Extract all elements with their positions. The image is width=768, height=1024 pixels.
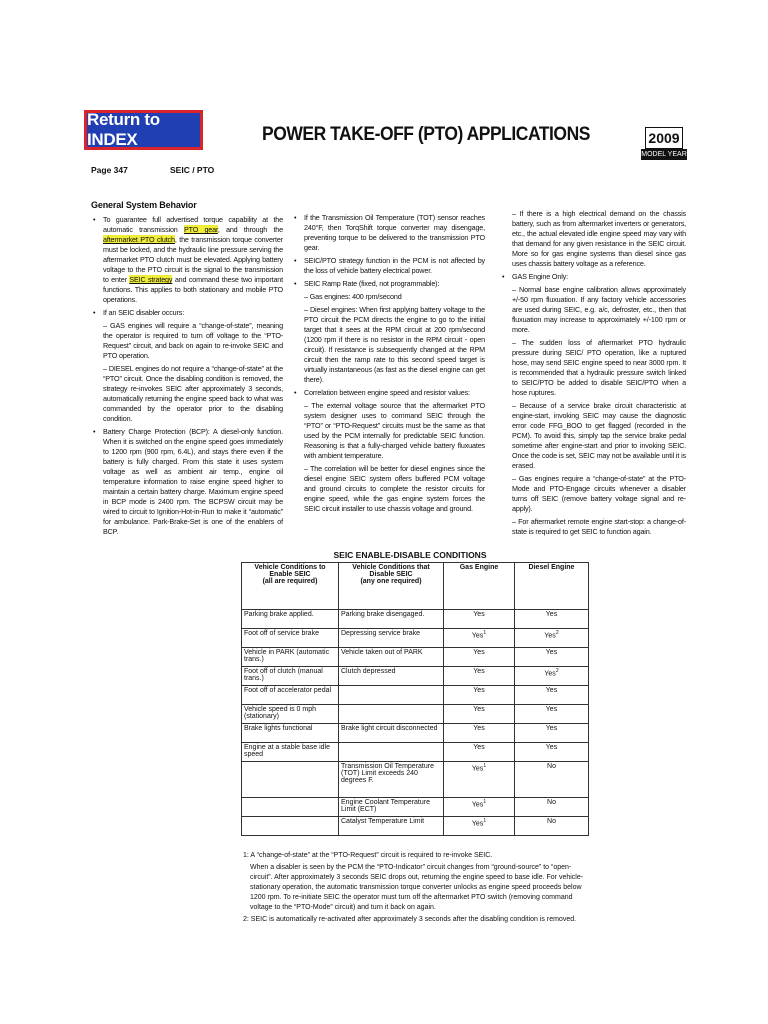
cell-gas <box>444 705 515 724</box>
cell-enable-condition: Foot off of accelerator pedal <box>242 686 339 705</box>
section-label: SEIC / PTO <box>170 165 215 175</box>
sub-paragraph: – DIESEL engines do not require a “change-of-state” at the “PTO” circuit. Once the disabling condition is removed, the strategy re-invokes SEIC after approximately 3 seconds, automatically returning the engine speed back to what was commanded by the operator prior to the disabling condition. <box>103 364 283 423</box>
header-text: Vehicle Conditions that Disable SEIC <box>352 564 430 578</box>
table-row <box>242 817 589 836</box>
cell-value: Yes <box>544 670 556 678</box>
cell-gas <box>444 817 515 836</box>
cell-gas <box>444 798 515 817</box>
header-diesel-engine: Diesel Engine <box>515 563 589 610</box>
cell-value: Yes <box>473 687 485 694</box>
return-to-index-button[interactable]: Return to INDEX <box>84 110 203 150</box>
sub-paragraph: – GAS engines will require a “change-of-state”, meaning the operator is required to turn off voltage to the “PTO-Request” circuit, and back on again to re-invoke SEIC and PTO operation. <box>103 321 283 360</box>
cell-enable-condition: Foot off of clutch (manual trans.) <box>242 667 339 686</box>
table-header-row <box>242 563 589 610</box>
footnote-1-body: When a disabler is seen by the PCM the “PTO-Indicator” circuit changes from “ground-source” to “open-circuit”. After approximately 3 seconds SEIC drops out, returning the engine speed to base idle. For vehicle-stationary operation, the automatic transmission torque converter unlocks as engine speed proceeds below 1200 rpm. To re-initiate SEIC the operator must turn off the aftermarket PTO switch (removing command voltage to the “PTO-Mode” circuit) and turn it back on again. <box>250 864 584 911</box>
page-number: Page 347 <box>91 165 128 175</box>
cell-value: Yes <box>473 744 485 751</box>
sub-paragraph: – Because of a service brake circuit characteristic at engine-start, invoking SEIC may cause the diagnostic error code FFG_BOO to get flagged (recorded in the PCM). To avoid this, simply tap the service brake pedal sometime after engine-start and prior to invoking SEIC. Once the code is set, SEIC may not be available until it is erased. <box>512 401 686 470</box>
sub-paragraph: – The external voltage source that the aftermarket PTO system designer uses to command SEIC through the “PTO” or “PTO-Request” circuits must be the same as that used by the PCM internally for predictable SEIC function. Reasoning is that a fully-charged vehicle battery fluxuates with ambient temperature. <box>304 401 485 460</box>
cell-enable-condition: Parking brake applied. <box>242 610 339 629</box>
footnote-ref: 2 <box>555 668 559 674</box>
text-run: , and through the <box>217 225 283 234</box>
cell-value: No <box>547 763 556 770</box>
highlight-pto-clutch[interactable]: aftermarket PTO clutch <box>103 235 175 244</box>
bullet-paragraph: • GAS Engine Only: <box>500 272 686 282</box>
bullet-paragraph: • Battery Charge Protection (BCP): A diesel-only function. When it is switched on the engine speed goes immediately to 1200 rpm (900 rpm, 6.4L), and stays there even if the battery is fully charged. From this state it uses system voltage as well as ambient air temp., engine oil temperature information to raise engine speed higher to maintain a certain battery charge. Maximum engine speed in BCP mode is 2400 rpm. The BCPSW circuit may be wired to circuit to Ignition-Hot-in-Run to make it “automatic” for ambulance. Park-Brake-Set is one of the enablers of BCP. <box>91 427 283 537</box>
cell-enable-condition: Vehicle speed is 0 mph (stationary) <box>242 705 339 724</box>
cell-diesel <box>515 762 589 798</box>
cell-diesel <box>515 743 589 762</box>
cell-gas <box>444 762 515 798</box>
cell-gas <box>444 667 515 686</box>
sub-paragraph: – If there is a high electrical demand on the chassis battery, such as from aftermarket inverters or generators, etc., the actual elevated idle engine speed may vary with that demand for any given resistance in the SEIC circuit. More so for gas engine systems than diesel since gas uses chassis battery voltage as a reference. <box>512 209 686 268</box>
table-row <box>242 762 589 798</box>
cell-value: Yes <box>545 649 558 656</box>
header-text: Vehicle Conditions to Enable SEIC <box>254 564 326 578</box>
footnote-ref: 1 <box>483 799 487 805</box>
cell-gas <box>444 743 515 762</box>
section-heading: General System Behavior <box>91 200 197 210</box>
highlight-seic-strategy[interactable]: SEIC strategy <box>129 275 173 284</box>
model-year-number: 2009 <box>645 127 683 149</box>
cell-gas <box>444 724 515 743</box>
bullet-paragraph: • If the Transmission Oil Temperature (TOT) sensor reaches 240°F, then TorqShift torque converter may disengage, preventing torque to be delivered to the transmission PTO gear. <box>292 213 485 253</box>
cell-value: Yes <box>544 632 556 640</box>
bullet-paragraph <box>91 215 283 305</box>
text-run: and command these two important functions. This applies to both stationary and mobile PTO operations. <box>103 275 283 304</box>
seic-conditions-table <box>241 562 589 836</box>
cell-diesel <box>515 610 589 629</box>
cell-diesel <box>515 724 589 743</box>
bullet-paragraph: • SEIC/PTO strategy function in the PCM is not affected by the loss of vehicle battery electrical power. <box>292 256 485 276</box>
cell-value: No <box>547 818 556 825</box>
header-text: (all are required) <box>262 578 318 585</box>
table-row <box>242 629 589 648</box>
cell-diesel <box>515 817 589 836</box>
cell-value: Yes <box>545 687 558 694</box>
cell-value: Yes <box>545 611 558 618</box>
cell-value: Yes <box>471 632 484 640</box>
cell-diesel <box>515 686 589 705</box>
header-gas-engine: Gas Engine <box>444 563 515 610</box>
cell-value: Yes <box>471 765 484 773</box>
cell-value: Yes <box>545 725 558 732</box>
sub-paragraph: – Gas engines: 400 rpm/second <box>304 292 402 301</box>
cell-value: Yes <box>545 744 558 751</box>
page-title: POWER TAKE-OFF (PTO) APPLICATIONS <box>262 124 590 145</box>
footnote-ref: 2 <box>555 630 559 636</box>
cell-disable-condition: Clutch depressed <box>339 667 444 686</box>
cell-disable-condition: Engine Coolant Temperature Limit (ECT) <box>339 798 444 817</box>
cell-enable-condition: Foot off of service brake <box>242 629 339 648</box>
bullet-paragraph: • Correlation between engine speed and resistor values: <box>292 388 485 398</box>
cell-disable-condition: Parking brake disengaged. <box>339 610 444 629</box>
table-row <box>242 743 589 762</box>
cell-disable-condition <box>339 686 444 705</box>
cell-value: Yes <box>473 649 485 656</box>
cell-disable-condition <box>339 743 444 762</box>
text-run: , the transmission torque converter must be locked, and the hydraulic line pressure serving the aftermarket PTO clutch must be elevated. Applying battery voltage to the PTO circuit is the signal to the transmission to enter <box>103 235 283 284</box>
cell-enable-condition: Brake lights functional <box>242 724 339 743</box>
model-year-label: MODEL YEAR <box>641 151 687 158</box>
footnote-ref: 1 <box>483 630 487 636</box>
cell-gas <box>444 629 515 648</box>
cell-enable-condition <box>242 798 339 817</box>
cell-value: Yes <box>473 668 485 675</box>
table-row <box>242 686 589 705</box>
cell-disable-condition <box>339 705 444 724</box>
table-row <box>242 667 589 686</box>
table-row <box>242 798 589 817</box>
cell-value: Yes <box>471 801 484 809</box>
cell-value: No <box>547 799 556 806</box>
cell-diesel <box>515 667 589 686</box>
cell-enable-condition: Vehicle in PARK (automatic trans.) <box>242 648 339 667</box>
cell-diesel <box>515 705 589 724</box>
cell-diesel <box>515 648 589 667</box>
cell-value: Yes <box>545 706 558 713</box>
column-seic-details <box>292 213 485 517</box>
bullet-paragraph: • SEIC Ramp Rate (fixed, not programmable): <box>292 279 485 289</box>
column-general-behavior <box>91 200 283 540</box>
header-enable-conditions <box>242 563 339 610</box>
cell-value: Yes <box>473 611 485 618</box>
footnote-ref: 1 <box>483 763 487 769</box>
table-title: SEIC ENABLE-DISABLE CONDITIONS <box>333 550 487 560</box>
header-text: (any one required) <box>360 578 422 585</box>
highlight-pto-gear[interactable]: PTO gear <box>183 225 218 234</box>
cell-disable-condition: Transmission Oil Temperature (TOT) Limit exceeds 240 degrees F. <box>339 762 444 798</box>
footnote-1-title: 1: A “change-of-state” at the “PTO-Request” circuit is required to re-invoke SEIC. <box>243 852 493 859</box>
header-disable-conditions <box>339 563 444 610</box>
table-row <box>242 724 589 743</box>
sub-paragraph: – Normal base engine calibration allows approximately +/-50 rpm fluxuation. If any factory vehicle accessories are used during SEIC, e.g. a/c, defroster, etc., then that fluxuation may increase to approximately +/-100 rpm or more. <box>512 285 686 334</box>
cell-value: Yes <box>473 706 485 713</box>
cell-diesel <box>515 629 589 648</box>
cell-diesel <box>515 798 589 817</box>
sub-paragraph: – The correlation will be better for diesel engines since the diesel engine SEIC system offers buffered PCM voltage and ground circuits to complete the resistor circuits for engine speed, while the gas engine system forces the SEIC circuit installer to use chassis voltage and ground. <box>304 464 485 513</box>
cell-enable-condition <box>242 762 339 798</box>
sub-paragraph: – Diesel engines: When first applying battery voltage to the PTO circuit the PCM directs the engine to go to the initial target that it sees at the RPM circuit at 200 rpm/second (1200 rpm if there is no resistor in the RPM circuit - open circuit). If resistance is subsequently changed at the RPM circuit then the ramp rate to this second speed target is virtually instantaneous (as fast as the diesel engine can get there). <box>304 305 485 384</box>
footnote-ref: 1 <box>483 818 487 824</box>
cell-enable-condition <box>242 817 339 836</box>
cell-value: Yes <box>471 820 484 828</box>
cell-disable-condition: Brake light circuit disconnected <box>339 724 444 743</box>
text-run: To guarantee full advertised torque capability at the automatic transmission <box>103 215 283 234</box>
cell-enable-condition: Engine at a stable base idle speed <box>242 743 339 762</box>
bullet-paragraph: • If an SEIC disabler occurs: <box>91 308 283 318</box>
cell-disable-condition: Catalyst Temperature Limit <box>339 817 444 836</box>
table-footnotes <box>243 851 593 927</box>
cell-disable-condition: Vehicle taken out of PARK <box>339 648 444 667</box>
cell-gas <box>444 648 515 667</box>
column-gas-engine <box>500 209 686 540</box>
cell-gas <box>444 686 515 705</box>
footnote-2: 2: SEIC is automatically re-activated after approximately 3 seconds after the disabling condition is removed. <box>243 916 577 923</box>
table-row <box>242 705 589 724</box>
sub-paragraph: – Gas engines require a “change-of-state” at the PTO-Mode and PTO-Engage circuits whenever a disabler turns off SEIC (remove battery voltage signal and re-apply). <box>512 474 686 513</box>
cell-value: Yes <box>473 725 485 732</box>
sub-paragraph: – For aftermarket remote engine start-stop: a change-of-state is required to get SEIC to function again. <box>512 517 686 536</box>
cell-disable-condition: Depressing service brake <box>339 629 444 648</box>
table-row <box>242 648 589 667</box>
cell-gas <box>444 610 515 629</box>
sub-paragraph: – The sudden loss of aftermarket PTO hydraulic pressure during SEIC/ PTO operation, like a ruptured hose, may send SEIC engine speed to near 3000 rpm. It is recommended that a hydraulic pressure switch linked to SEIC/PTO be added to disable SEIC/PTO when a hose ruptures. <box>512 338 686 397</box>
table-row <box>242 610 589 629</box>
model-year-badge <box>641 127 687 167</box>
